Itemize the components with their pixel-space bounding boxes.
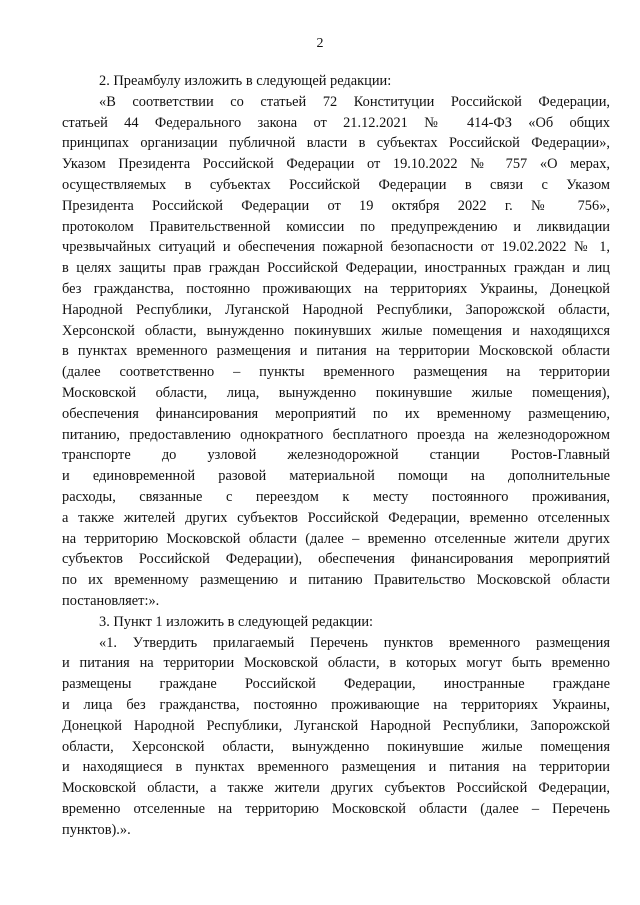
text-line: Херсонской области, вынужденно покинувших жилые помещения и находящихся (62, 322, 610, 339)
text-line: принципах организации публичной власти в субъектах Российской Федерации», (62, 135, 610, 152)
text-line: обеспечения финансирования мероприятий по их временному размещению, (62, 405, 610, 422)
text-line: питанию, предоставлению однократного бесплатного проезда на железнодорожном (62, 426, 610, 443)
text-line: на территорию Московской области (далее – временно отселенные жители других (62, 530, 610, 547)
text-line: в целях защиты прав граждан Российской Федерации, иностранных граждан и лиц (62, 260, 610, 277)
text-line: пунктов).». (62, 821, 131, 838)
text-line: Указом Президента Российской Федерации от 19.10.2022 № 757 «О мерах, (62, 156, 610, 173)
text-line: по их временному размещению и питанию Правительство Московской области (62, 572, 610, 589)
text-line: транспорте до узловой железнодорожной станции Ростов-Главный (62, 447, 610, 464)
text-line: без гражданства, постоянно проживающих на территориях Украины, Донецкой (62, 280, 610, 297)
text-line: и находящиеся в пунктах временного размещения и питания на территории (62, 759, 610, 776)
text-line: «В соответствии со статьей 72 Конституции Российской Федерации, (99, 93, 610, 110)
text-line: расходы, связанные с переездом к месту постоянного проживания, (62, 488, 610, 505)
text-line: «1. Утвердить прилагаемый Перечень пунктов временного размещения (99, 634, 610, 651)
text-line: 3. Пункт 1 изложить в следующей редакции: (99, 613, 374, 630)
paragraph-item-3-heading (62, 612, 610, 633)
text-line: осуществляемых в субъектах Российской Федерации в связи с Указом (62, 176, 610, 193)
text-line: чрезвычайных ситуаций и обеспечения пожарной безопасности от 19.02.2022 № 1, (62, 239, 610, 256)
text-line: и питания на территории Московской области, в которых могут быть временно (62, 655, 610, 672)
text-line: Донецкой Народной Республики, Луганской Народной Республики, Запорожской (62, 717, 610, 734)
text-line: Президента Российской Федерации от 19 октября 2022 г. № 756», (62, 197, 610, 214)
text-line: временно отселенные на территорию Московской области (далее – Перечень (62, 800, 610, 817)
text-line: Московской области, лица, вынужденно покинувшие жилые помещения), (62, 384, 610, 401)
paragraph-point-1-text (62, 633, 610, 841)
text-line: субъектов Российской Федерации), обеспечения финансирования мероприятий (62, 551, 610, 568)
text-line: протоколом Правительственной комиссии по предупреждению и ликвидации (62, 218, 610, 235)
paragraph-item-2-heading (62, 71, 610, 92)
text-line: постановляет:». (62, 592, 160, 609)
text-line: в пунктах временного размещения и питания на территории Московской области (62, 343, 610, 360)
page-number: 2 (316, 36, 324, 51)
text-line: Народной Республики, Луганской Народной Республики, Запорожской области, (62, 301, 610, 318)
text-line: и единовременной разовой материальной помощи на дополнительные (62, 468, 610, 485)
text-line: и лица без гражданства, постоянно проживающие на территориях Украины, (62, 696, 610, 713)
paragraph-preamble-text (62, 92, 610, 612)
text-line: Московской области, а также жители других субъектов Российской Федерации, (62, 780, 610, 797)
text-line: области, Херсонской области, вынужденно покинувшие жилые помещения (62, 738, 610, 755)
text-line: 2. Преамбулу изложить в следующей редакции: (99, 73, 392, 89)
text-line: а также жителей других субъектов Российской Федерации, временно отселенных (62, 509, 610, 526)
text-line: размещены граждане Российской Федерации, иностранные граждане (62, 676, 610, 693)
text-line: статьей 44 Федерального закона от 21.12.2021 № 414-ФЗ «Об общих (62, 114, 610, 131)
text-line: (далее соответственно – пункты временного размещения на территории (62, 364, 610, 381)
document-body (62, 71, 610, 840)
